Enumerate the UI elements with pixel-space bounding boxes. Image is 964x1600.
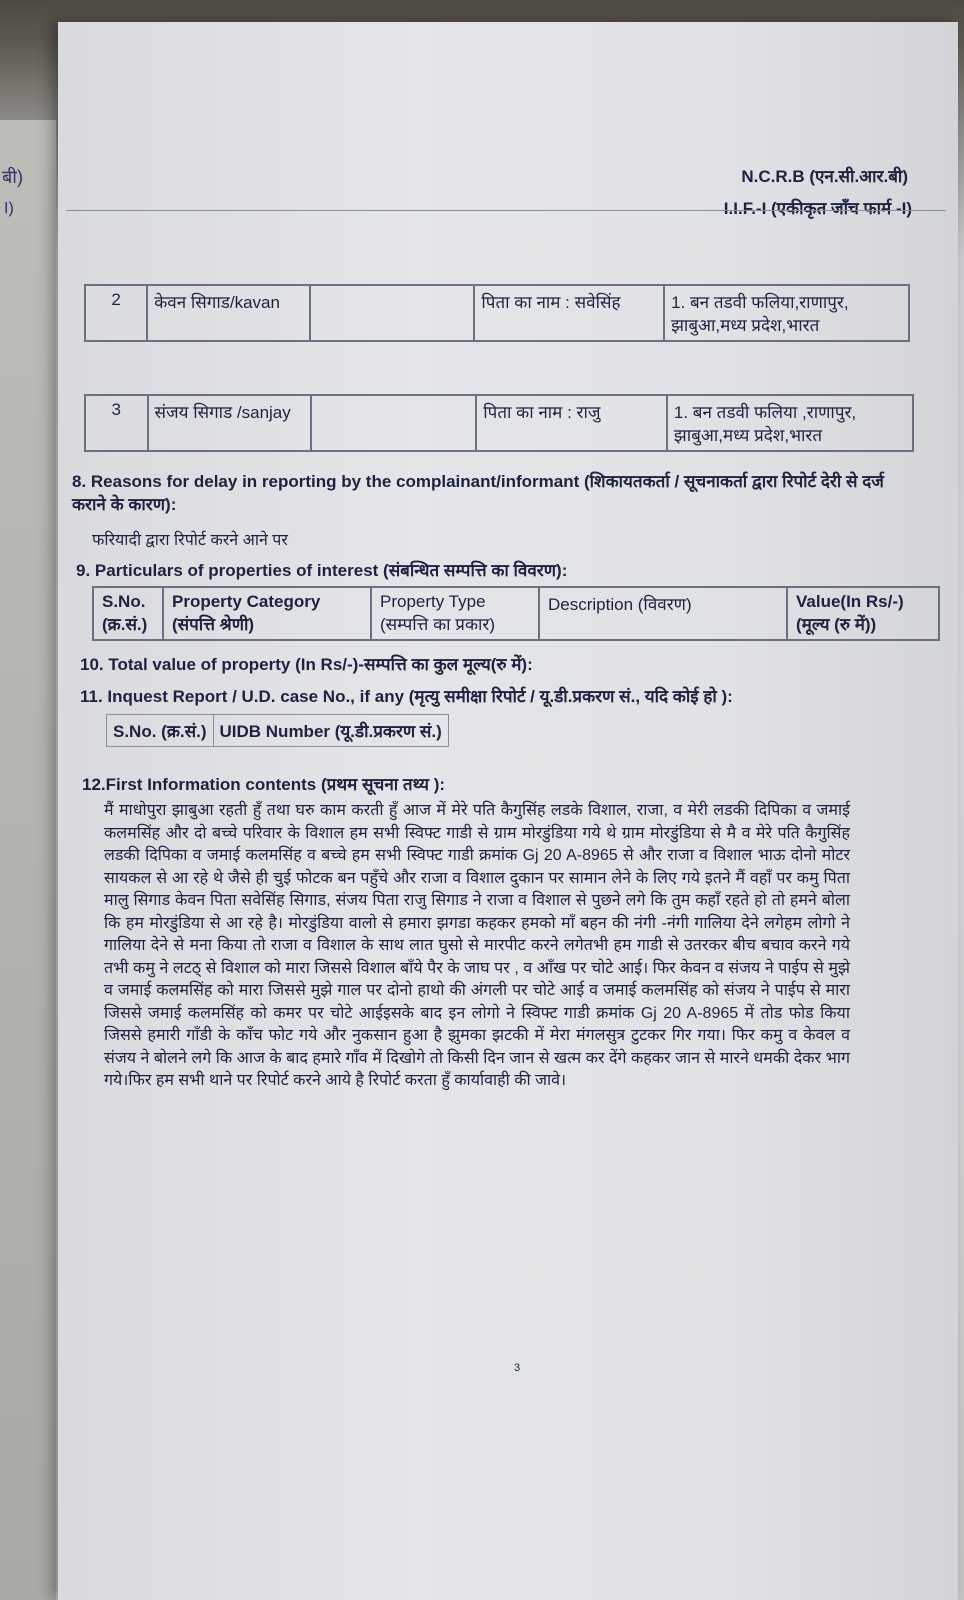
- father-name: सवेसिंह: [574, 293, 621, 312]
- accused-address: 1. बन तडवी फलिया,राणापुर, झाबुआ,मध्य प्रदेश,भारत: [664, 285, 909, 341]
- uidb-table: [106, 714, 449, 747]
- father-cell: [474, 285, 664, 341]
- margin-glyph-2: I): [4, 200, 14, 217]
- accused-name: केवन सिगाड/kavan: [147, 285, 310, 341]
- header-divider: [66, 210, 946, 211]
- accused-number: 2: [85, 285, 147, 341]
- accused-number: 3: [85, 395, 148, 451]
- column-header: Description (विवरण): [539, 587, 787, 640]
- column-header: UIDB Number (यू.डी.प्रकरण सं.): [213, 715, 448, 747]
- section-8-heading: 8. Reasons for delay in reporting by the complainant/informant (शिकायतकर्ता / सूचनाकर्ता द्वारा रिपोर्ट देरी से दर्ज कराने के कारण):: [72, 472, 884, 514]
- ncrb-header: N.C.R.B (एन.सी.आर.बी): [741, 167, 908, 186]
- father-label: पिता का नाम :: [483, 403, 572, 422]
- property-table: [92, 586, 940, 641]
- margin-glyph-1: बी): [2, 167, 23, 187]
- section-9-heading: 9. Particulars of properties of interest (संबन्धित सम्पत्ति का विवरण):: [76, 561, 568, 580]
- accused-address: 1. बन तडवी फलिया ,राणापुर, झाबुआ,मध्य प्रदेश,भारत: [667, 395, 913, 451]
- section-8-answer: फरियादी द्वारा रिपोर्ट करने आने पर: [92, 532, 288, 549]
- page-number: 3: [514, 1362, 521, 1374]
- father-name: राजु: [576, 403, 601, 422]
- accused-row-3: [84, 394, 914, 452]
- underlying-page: [0, 120, 56, 1600]
- empty-cell: [310, 285, 475, 341]
- section-11-heading: 11. Inquest Report / U.D. case No., if any (मृत्यु समीक्षा रिपोर्ट / यू.डी.प्रकरण सं., यदि कोई हो ):: [80, 687, 733, 706]
- empty-cell: [311, 395, 476, 451]
- accused-row-2: [84, 284, 910, 342]
- form-header: I.I.F.-I (एकीकृत जाँच फार्म -I): [723, 199, 912, 218]
- column-header: S.No. (क्र.सं.): [107, 715, 214, 747]
- section-12-heading: 12.First Information contents (प्रथम सूचना तथ्य ):: [82, 775, 446, 794]
- column-header: Value(In Rs/-) (मूल्य (रु में)): [787, 587, 939, 640]
- column-header: S.No. (क्र.सं.): [93, 587, 163, 640]
- father-cell: [476, 395, 667, 451]
- column-header: Property Category (संपत्ति श्रेणी): [163, 587, 371, 640]
- column-header: Property Type (सम्पत्ति का प्रकार): [371, 587, 539, 640]
- accused-name: संजय सिगाड /sanjay: [148, 395, 311, 451]
- section-10-heading: 10. Total value of property (In Rs/-)-सम्पत्ति का कुल मूल्य(रु में):: [80, 655, 533, 674]
- first-information-text: मैं माधोपुरा झाबुआ रहती हुँ तथा घरु काम करती हुँ आज में मेरे पति कैगुसिंह लडके विशाल, राजा, व मेरी लडकी दिपिका व जमाई कलमसिंह और दो बच्चे परिवार के विशाल हम सभी स्विफ्ट गाडी से ग्राम मोरडुंडिया गये थे ग्राम मोरडुंडिया से मै व मेरे पति कैगुसिंह लडकी दिपिका व जमाई कलमसिंह व बच्चे हम सभी स्विफ्ट गाडी क्रमांक Gj 20 A-8965 से और राजा व विशाल भाऊ दोनो मोटर सायकल से आ रहे थे जैसे ही चुई फोटक बन पहुँचे और राजा व विशाल दुकान पर सामान लेने के लिए गये इतने मैं वहाँ पर कमु पिता मालु सिगाड केवन पिता सवेसिंह सिगाड, संजय पिता राजु सिगाड ने राजा व विशाल से पुछने लगे कि तुम कहाँ रहते हो तो हमने बोला कि हम मोरडुंडिया से आ रहे है। मोरडुंडिया वालो से हमारा झगडा कहकर हमको माँ बहन की नंगी -नंगी गालिया देने लगेहम लोगो ने गालिया देने से मना किया तो राजा व विशाल के साथ लात घुसो से मारपीट करने लगेतभी हम गाडी से उतरकर बीच बचाव करने गये तभी कमु ने लटठ् से विशाल को मारा जिससे विशाल बाँये पैर के जाघ पर , व आँख पर चोटे आई। फिर केवन व संजय ने पाईप से मुझे व जमाई कलमसिंह को मारा जिससे मुझे गाल पर दोनो हाथो की अंगली पर चोटे आई व जमाई कलमसिंह को संजय ने पाईप से मारा जिससे जमाई कलमसिंह को कमर पर चोटे आईइसके बाद इन लोगो ने स्विफ्ट गाडी क्रमांक Gj 20 A-8965 में तोड फोड किया जिससे हमारी गाँडी के काँच फोट गये और नुकसान हुआ है झुमका झटकी में मेरा मंगलसुत्र टुटकर गिर गया। फिर कमु व केवल व संजय ने बोलने लगे कि आज के बाद हमारे गाँव में दिखोगे तो किसी दिन जान से खत्म कर देंगे कहकर जान से मारने धमकी देकर भाग गये।फिर हम सभी थाने पर रिपोर्ट करने आये है रिपोर्ट करता हुँ कार्यावाही की जावे।: [104, 802, 850, 1089]
- father-label: पिता का नाम :: [481, 293, 570, 312]
